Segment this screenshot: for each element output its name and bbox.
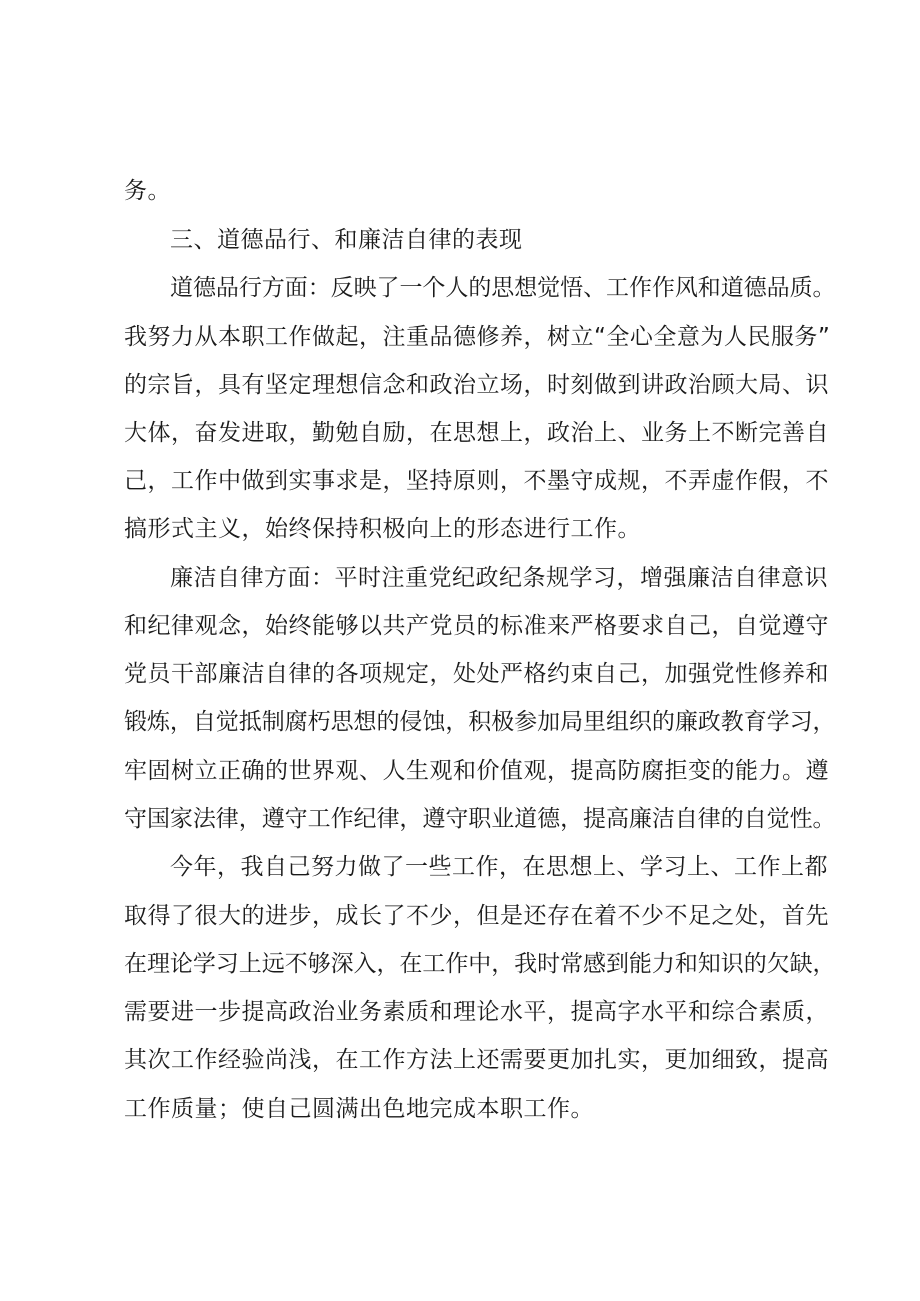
paragraph-line [0,606,920,646]
paragraph-line [0,799,920,839]
line-text: 和纪律观念，始终能够以共产党员的标准来严格要求自己，自觉遵守 [124,613,829,639]
paragraph-line [0,1089,920,1129]
paragraph-line [0,944,920,984]
paragraph-line [0,751,920,791]
line-text: 在理论学习上远不够深入，在工作中，我时常感到能力和知识的欠缺， [124,951,836,977]
paragraph-line [0,365,920,405]
line-text: 守国家法律，遵守工作纪律，遵守职业道德，提高廉洁自律的自觉性。 [124,806,836,832]
line-text: 锻炼，自觉抵制腐朽思想的侵蚀，积极参加局里组织的廉政教育学习， [124,709,836,735]
paragraph-line [0,317,920,357]
line-text: 党员干部廉洁自律的各项规定，处处严格约束自己，加强党性修养和 [124,661,829,687]
paragraph-line [0,268,920,308]
paragraph-line [0,509,920,549]
line-text: 牢固树立正确的世界观、人生观和价值观，提高防腐拒变的能力。遵 [124,758,829,784]
paragraph-line [0,1040,920,1080]
paragraph-line [0,413,920,453]
line-text: 的宗旨，具有坚定理想信念和政治立场，时刻做到讲政治顾大局、识 [124,372,829,398]
paragraph-line [0,847,920,887]
paragraph-line [0,654,920,694]
line-text: 务。 [124,178,171,204]
line-text: 我努力从本职工作做起，注重品德修养，树立“全心全意为人民服务” [124,324,831,350]
paragraph-line [0,702,920,742]
line-text: 取得了很大的进步，成长了不少，但是还存在着不少不足之处，首先 [124,903,829,929]
paragraph-line [0,461,920,501]
line-text: 搞形式主义，始终保持积极向上的形态进行工作。 [124,516,641,542]
line-text: 三、道德品行、和廉洁自律的表现 [170,227,523,253]
paragraph-line [0,558,920,598]
paragraph-line [0,896,920,936]
section-heading [0,220,920,260]
line-text: 己，工作中做到实事求是，坚持原则，不墨守成规，不弄虚作假，不 [124,468,829,494]
line-text: 大体，奋发进取，勤勉自励，在思想上，政治上、业务上不断完善自 [124,420,829,446]
line-text: 工作质量；使自己圆满出色地完成本职工作。 [124,1096,594,1122]
paragraph-line [0,992,920,1032]
line-text: 其次工作经验尚浅，在工作方法上还需要更加扎实，更加细致，提高 [124,1047,829,1073]
line-text: 廉洁自律方面：平时注重党纪政纪条规学习，增强廉洁自律意识 [170,565,828,591]
line-text: 需要进一步提高政治业务素质和理论水平，提高字水平和综合素质， [124,999,829,1025]
line-text: 道德品行方面：反映了一个人的思想觉悟、工作作风和道德品质。 [170,275,836,301]
line-text: 今年，我自己努力做了一些工作，在思想上、学习上、工作上都 [170,854,828,880]
text-line [0,171,920,211]
